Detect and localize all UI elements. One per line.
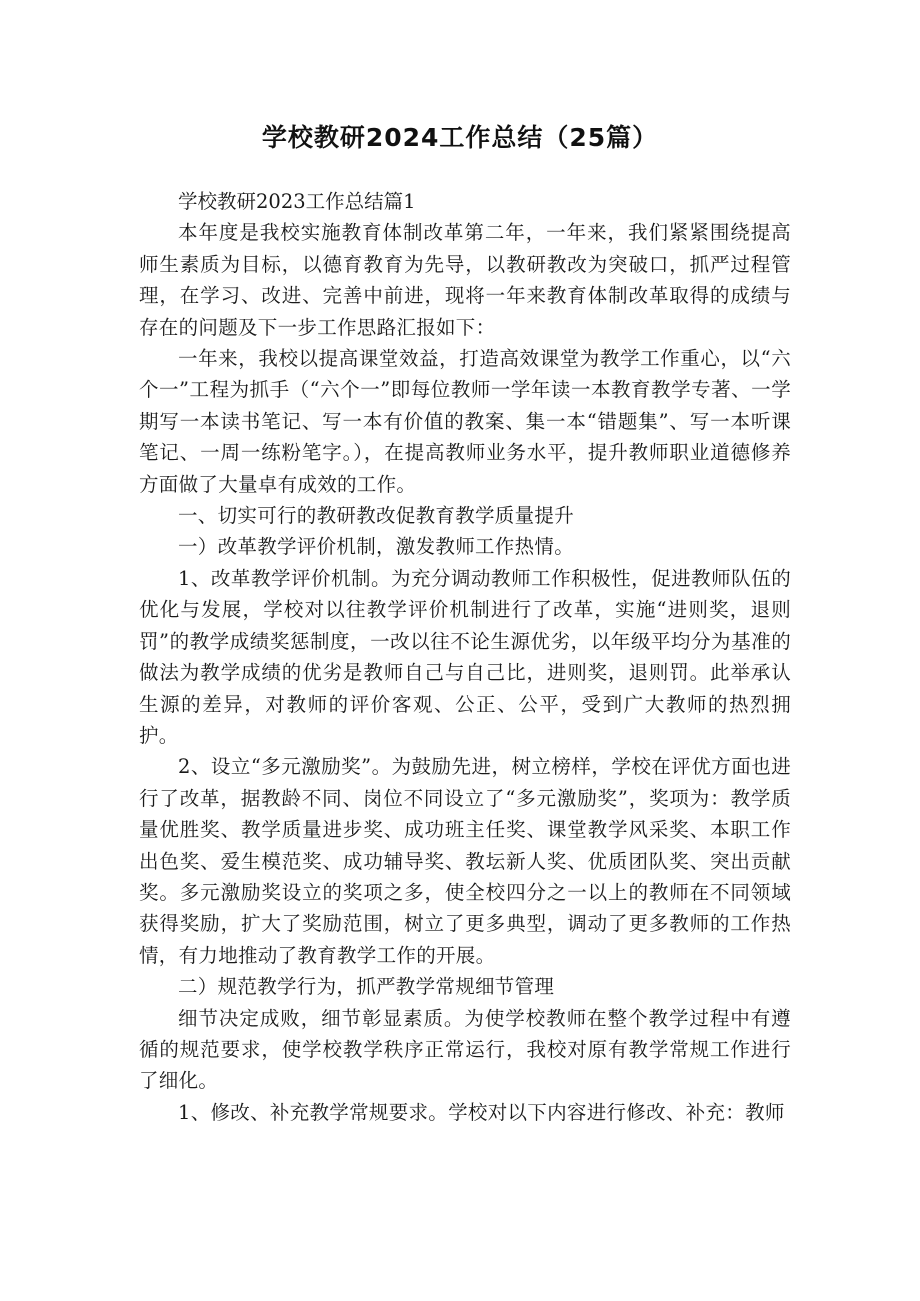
paragraph: 1、改革教学评价机制。为充分调动教师工作积极性，促进教师队伍的优化与发展，学校对以往教学评价机制进行了改革，实施“进则奖，退则罚”的教学成绩奖惩制度，一改以往不论生源优劣，以年级平均分为基准的做法为教学成绩的优劣是教师自己与自己比，进则奖，退则罚。此举承认生源的差异，对教师的评价客观、公正、公平，受到广大教师的热烈拥护。 (139, 566, 791, 747)
paragraph: 2、设立“多元激励奖”。为鼓励先进，树立榜样，学校在评优方面也进行了改革，据教龄不同、岗位不同设立了“多元激励奖”，奖项为：教学质量优胜奖、教学质量进步奖、成功班主任奖、课堂教学风采奖、本职工作出色奖、爱生模范奖、成功辅导奖、教坛新人奖、优质团队奖、突出贡献奖。多元激励奖设立的奖项之多，使全校四分之一以上的教师在不同领域获得奖励，扩大了奖励范围，树立了更多典型，调动了更多教师的工作热情，有力地推动了教育教学工作的开展。 (139, 755, 791, 967)
document-title: 学校教研2024工作总结（25篇） (261, 123, 659, 152)
subsection-heading: 一）改革教学评价机制，激发教师工作热情。 (178, 535, 575, 559)
paragraph: 细节决定成败，细节彰显素质。为使学校教师在整个教学过程中有遵循的规范要求，使学校教学秩序正常运行，我校对原有教学常规工作进行了细化。 (139, 1006, 791, 1093)
paragraph: 本年度是我校实施教育体制改革第二年，一年来，我们紧紧围绕提高师生素质为目标，以德育教育为先导，以教研教改为突破口，抓严过程管理，在学习、改进、完善中前进，现将一年来教育体制改革取得的成绩与存在的问题及下一步工作思路汇报如下： (139, 221, 791, 339)
document-body (139, 186, 791, 1128)
section-heading: 学校教研2023工作总结篇1 (178, 190, 416, 213)
subsection-heading: 二）规范教学行为，抓严教学常规细节管理 (178, 975, 555, 999)
section-heading: 一、切实可行的教研教改促教育教学质量提升 (178, 504, 575, 528)
paragraph: 1、修改、补充教学常规要求。学校对以下内容进行修改、补充：教师 (178, 1100, 785, 1124)
paragraph: 一年来，我校以提高课堂效益，打造高效课堂为教学工作重心，以“六个一”工程为抓手（“六个一”即每位教师一学年读一本教育教学专著、一学期写一本读书笔记、写一本有价值的教案、集一本“错题集”、写一本听课笔记、一周一练粉笔字。），在提高教师业务水平，提升教师职业道德修养方面做了大量卓有成效的工作。 (139, 347, 791, 496)
